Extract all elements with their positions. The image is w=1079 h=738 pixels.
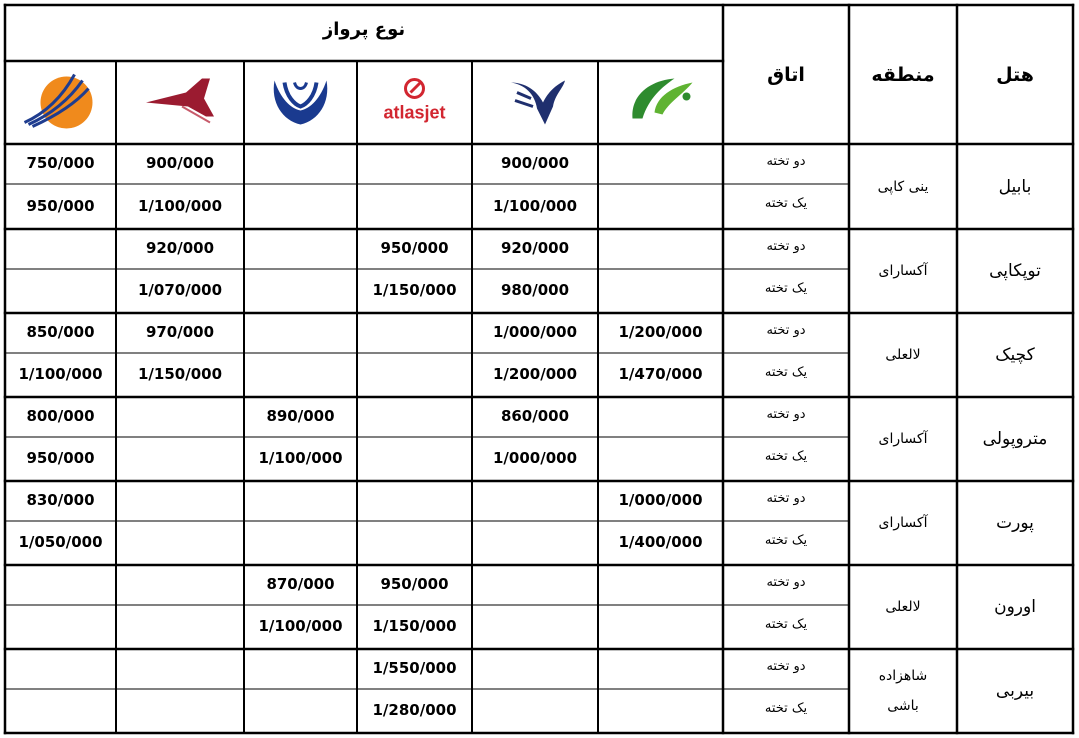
price-cell: 950/000 (380, 575, 449, 593)
hotel-region: آکسارای (878, 431, 928, 447)
room-type: دو تخته (766, 153, 806, 169)
hotel-name: اورون (994, 597, 1036, 617)
price-cell: 1/550/000 (372, 659, 457, 677)
price-cell: 1/100/000 (492, 196, 578, 215)
hotel-region: آکسارای (878, 515, 928, 531)
price-cell: 970/000 (145, 323, 215, 341)
price-cell: 890/000 (266, 407, 335, 425)
hotel-region-line: شاهزاده (878, 668, 928, 684)
room-column-header: اتاق (767, 63, 805, 86)
hotel-region: ینی کاپی (877, 178, 929, 195)
price-cell: 800/000 (26, 407, 95, 425)
price-cell: 1/150/000 (372, 281, 457, 299)
room-type: یک تخته (764, 196, 808, 211)
price-cell: 1/150/000 (137, 365, 223, 383)
price-cell: 920/000 (145, 239, 215, 257)
price-cell: 920/000 (500, 239, 570, 257)
room-type: دو تخته (766, 490, 806, 506)
red-tail-airline-logo (146, 79, 214, 123)
price-cell: 1/100/000 (18, 365, 103, 383)
orange-sun-airline-logo (25, 75, 93, 129)
price-cell: 1/000/000 (492, 449, 578, 467)
price-cell: 750/000 (26, 154, 95, 172)
room-type: دو تخته (766, 322, 806, 338)
price-cell: 1/100/000 (137, 196, 223, 215)
price-cell: 850/000 (26, 323, 95, 341)
hotel-region-line: باشی (887, 698, 919, 714)
hotel-name: پورت (996, 513, 1034, 533)
room-type: دو تخته (766, 238, 806, 254)
hotel-region: آکسارای (878, 263, 928, 279)
price-cell: 1/400/000 (618, 533, 703, 551)
price-cell: 870/000 (266, 575, 335, 593)
room-type: یک تخته (764, 616, 808, 632)
room-type: یک تخته (764, 532, 808, 548)
hotel-column-header: هتل (996, 63, 1034, 86)
hotel-region: لالعلی (885, 599, 921, 615)
hotel-name: متروپولی (982, 429, 1048, 449)
price-cell: 1/050/000 (18, 533, 103, 551)
blue-phoenix-airline-logo (274, 81, 328, 125)
room-type: یک تخته (764, 364, 808, 380)
price-cell: 1/100/000 (258, 617, 343, 635)
room-type: دو تخته (766, 658, 806, 674)
room-type: دو تخته (766, 574, 806, 590)
price-cell: 1/070/000 (137, 281, 223, 299)
flight-type-header: نوع پرواز (322, 18, 406, 40)
price-cell: 950/000 (380, 239, 449, 257)
price-cell: 1/200/000 (492, 365, 578, 383)
price-cell: 900/000 (500, 154, 570, 172)
price-cell: 1/280/000 (372, 701, 457, 719)
region-column-header: منطقه (871, 63, 935, 86)
price-cell: 830/000 (26, 491, 95, 509)
price-cell: 1/150/000 (372, 617, 457, 635)
price-cell: 1/000/000 (492, 323, 578, 341)
hotel-name: بیربی (995, 681, 1035, 701)
price-cell: 900/000 (145, 154, 215, 172)
price-cell: 1/200/000 (618, 323, 703, 341)
hotel-name: کچیک (995, 345, 1035, 365)
price-cell: 860/000 (500, 407, 570, 425)
room-type: یک تخته (764, 280, 808, 296)
price-cell: 1/470/000 (618, 365, 703, 383)
atlasjet-logo (383, 80, 445, 123)
atlasjet-logo-text: atlasjet (383, 102, 446, 123)
price-cell: 950/000 (26, 196, 95, 215)
hotel-region (849, 649, 957, 733)
price-cell: 980/000 (500, 281, 570, 299)
winged-lion-airline-logo (511, 81, 565, 125)
price-cell: 1/100/000 (258, 449, 343, 467)
hotel-region: لالعلی (885, 347, 921, 363)
price-cell: 950/000 (26, 449, 95, 467)
price-cell: 1/000/000 (618, 491, 703, 509)
hotel-name: بابیل (998, 176, 1032, 197)
room-type: یک تخته (764, 700, 808, 716)
room-type: یک تخته (764, 448, 808, 464)
room-type: دو تخته (766, 406, 806, 422)
hotel-name: توپکاپی (989, 261, 1041, 281)
green-bird-airline-logo (632, 79, 692, 119)
